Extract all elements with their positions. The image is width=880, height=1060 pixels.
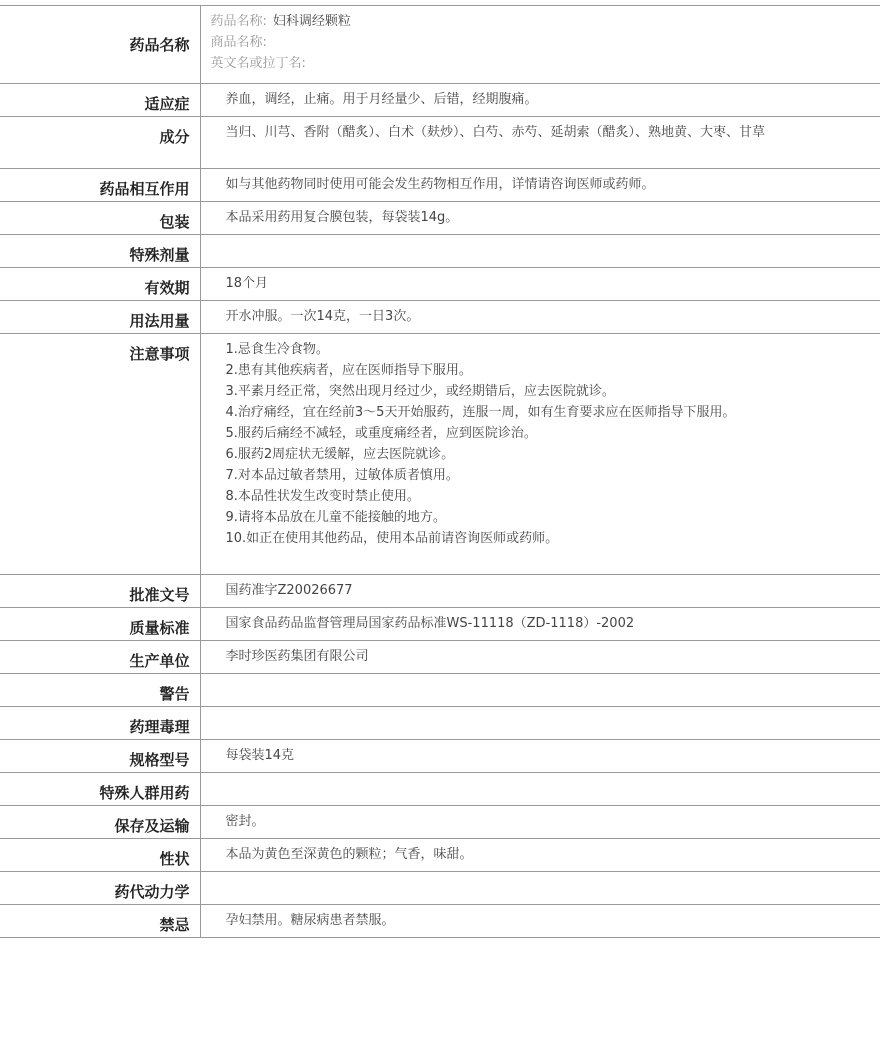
list-item: 3.平素月经正常，突然出现月经过少，或经期错后，应去医院就诊。 (225, 384, 615, 399)
list-item: 4.治疗痛经，宜在经前3～5天开始服药，连服一周，如有生育要求应在医师指导下服用。 (225, 405, 736, 420)
drug-name-label: 药品名称: (210, 14, 267, 29)
row-value: 开水冲服。一次14克，一日3次。 (200, 301, 880, 334)
row-label: 药品名称 (0, 6, 200, 84)
row-label: 包装 (0, 202, 200, 235)
table-row (0, 872, 880, 905)
row-value: 本品为黄色至深黄色的颗粒；气香，味甜。 (200, 839, 880, 872)
list-item: 2.患有其他疾病者，应在医师指导下服用。 (225, 363, 472, 378)
precautions-list (200, 334, 880, 575)
row-label: 注意事项 (0, 334, 200, 575)
table-row (0, 575, 880, 608)
row-value: 养血，调经，止痛。用于月经量少、后错，经期腹痛。 (200, 84, 880, 117)
row-value (200, 707, 880, 740)
list-item: 8.本品性状发生改变时禁止使用。 (225, 489, 420, 504)
row-label: 性状 (0, 839, 200, 872)
list-item: 9.请将本品放在儿童不能接触的地方。 (225, 510, 446, 525)
table-row (0, 740, 880, 773)
list-item: 1.忌食生冷食物。 (225, 342, 329, 357)
row-value: 孕妇禁用。糖尿病患者禁服。 (200, 905, 880, 938)
row-label: 禁忌 (0, 905, 200, 938)
row-label: 药代动力学 (0, 872, 200, 905)
trade-name-label: 商品名称: (210, 35, 267, 50)
table-row (0, 641, 880, 674)
row-label: 批准文号 (0, 575, 200, 608)
row-label: 适应症 (0, 84, 200, 117)
row-label: 规格型号 (0, 740, 200, 773)
table-row (0, 806, 880, 839)
row-label: 药品相互作用 (0, 169, 200, 202)
table-row (0, 6, 880, 84)
table-row (0, 707, 880, 740)
row-label: 生产单位 (0, 641, 200, 674)
row-value: 国药准字Z20026677 (200, 575, 880, 608)
row-label: 警告 (0, 674, 200, 707)
table-row (0, 169, 880, 202)
table-row (0, 235, 880, 268)
names-cell (200, 6, 880, 84)
table-row (0, 334, 880, 575)
drug-spec-table (0, 5, 880, 938)
row-label: 特殊人群用药 (0, 773, 200, 806)
drug-name-value: 妇科调经颗粒 (272, 14, 351, 29)
table-row (0, 301, 880, 334)
row-value: 当归、川芎、香附（醋炙）、白术（麸炒）、白芍、赤芍、延胡索（醋炙）、熟地黄、大枣、甘草 (200, 117, 880, 169)
row-value: 如与其他药物同时使用可能会发生药物相互作用，详情请咨询医师或药师。 (200, 169, 880, 202)
row-value: 国家食品药品监督管理局国家药品标准WS-11118（ZD-1118）-2002 (200, 608, 880, 641)
list-item: 5.服药后痛经不减轻，或重度痛经者，应到医院诊治。 (225, 426, 537, 441)
row-value (200, 773, 880, 806)
row-label: 保存及运输 (0, 806, 200, 839)
row-label: 用法用量 (0, 301, 200, 334)
english-name-label: 英文名或拉丁名: (210, 56, 306, 71)
table-row (0, 773, 880, 806)
row-label: 质量标准 (0, 608, 200, 641)
row-value: 密封。 (200, 806, 880, 839)
table-row (0, 608, 880, 641)
drug-name-line (211, 11, 791, 32)
list-item: 6.服药2周症状无缓解，应去医院就诊。 (225, 447, 455, 462)
row-label: 有效期 (0, 268, 200, 301)
row-value: 本品采用药用复合膜包装，每袋装14g。 (200, 202, 880, 235)
row-label: 成分 (0, 117, 200, 169)
table-row (0, 905, 880, 938)
row-label: 特殊剂量 (0, 235, 200, 268)
row-value: 李时珍医药集团有限公司 (200, 641, 880, 674)
row-value: 18个月 (200, 268, 880, 301)
list-item: 7.对本品过敏者禁用，过敏体质者慎用。 (225, 468, 459, 483)
table-row (0, 84, 880, 117)
row-value (200, 674, 880, 707)
table-row (0, 117, 880, 169)
row-value (200, 872, 880, 905)
row-value (200, 235, 880, 268)
row-label: 药理毒理 (0, 707, 200, 740)
table-row (0, 268, 880, 301)
table-row (0, 202, 880, 235)
table-row (0, 839, 880, 872)
row-value: 每袋装14克 (200, 740, 880, 773)
table-row (0, 674, 880, 707)
list-item: 10.如正在使用其他药品，使用本品前请咨询医师或药师。 (225, 531, 559, 546)
